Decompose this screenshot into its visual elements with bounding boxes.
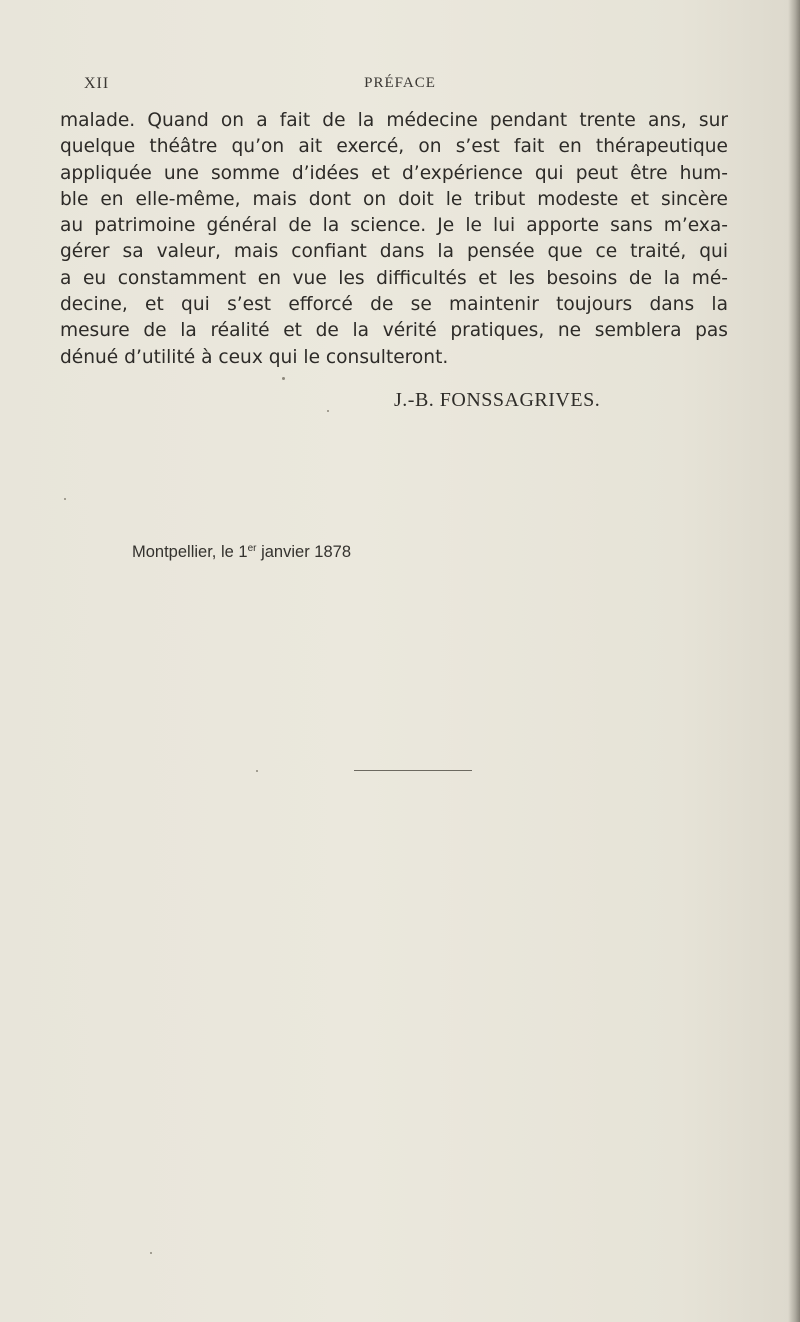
text-line: malade. Quand on a fait de la médecine pendant trente ans, sur	[60, 110, 728, 131]
text-line: a eu constamment en vue les difficultés et les besoins de la mé-	[60, 267, 728, 289]
running-head: PRÉFACE	[364, 75, 436, 91]
paper-speck	[282, 377, 285, 380]
text-line: appliquée une somme d’idées et d’expérience qui peut être hum-	[60, 162, 728, 184]
page-number: XII	[84, 75, 110, 92]
text-line: gérer sa valeur, mais confiant dans la pensée que ce traité, qui	[60, 241, 728, 263]
month-year: janvier 1878	[261, 543, 351, 561]
text-line: au patrimoine général de la science. Je le lui apporte sans m’exa-	[60, 215, 728, 237]
text-line: mesure de la réalité et de la vérité pratiques, ne semblera pas	[60, 320, 728, 342]
text-line: dénué d’utilité à ceux qui le consulteront.	[60, 346, 449, 368]
author-signature: J.-B. FONSSAGRIVES.	[394, 389, 601, 411]
page-header	[84, 75, 716, 99]
place-date-line	[132, 543, 351, 562]
day: 1	[238, 543, 248, 561]
paper-speck	[150, 1252, 152, 1254]
paper-speck	[256, 770, 258, 772]
horizontal-rule	[354, 770, 472, 771]
text-line: decine, et qui s’est efforcé de se maintenir toujours dans la	[60, 294, 728, 316]
place: Montpellier, le	[132, 543, 234, 561]
paper-speck	[64, 498, 66, 500]
paper-speck	[327, 410, 329, 412]
day-suffix: er	[247, 543, 257, 554]
text-line: ble en elle-même, mais dont on doit le tribut modeste et sincère	[60, 188, 728, 210]
page-edge-shadow	[788, 0, 800, 1322]
preface-paragraph	[60, 108, 728, 371]
text-line: quelque théâtre qu’on ait exercé, on s’est fait en thérapeutique	[60, 136, 728, 158]
